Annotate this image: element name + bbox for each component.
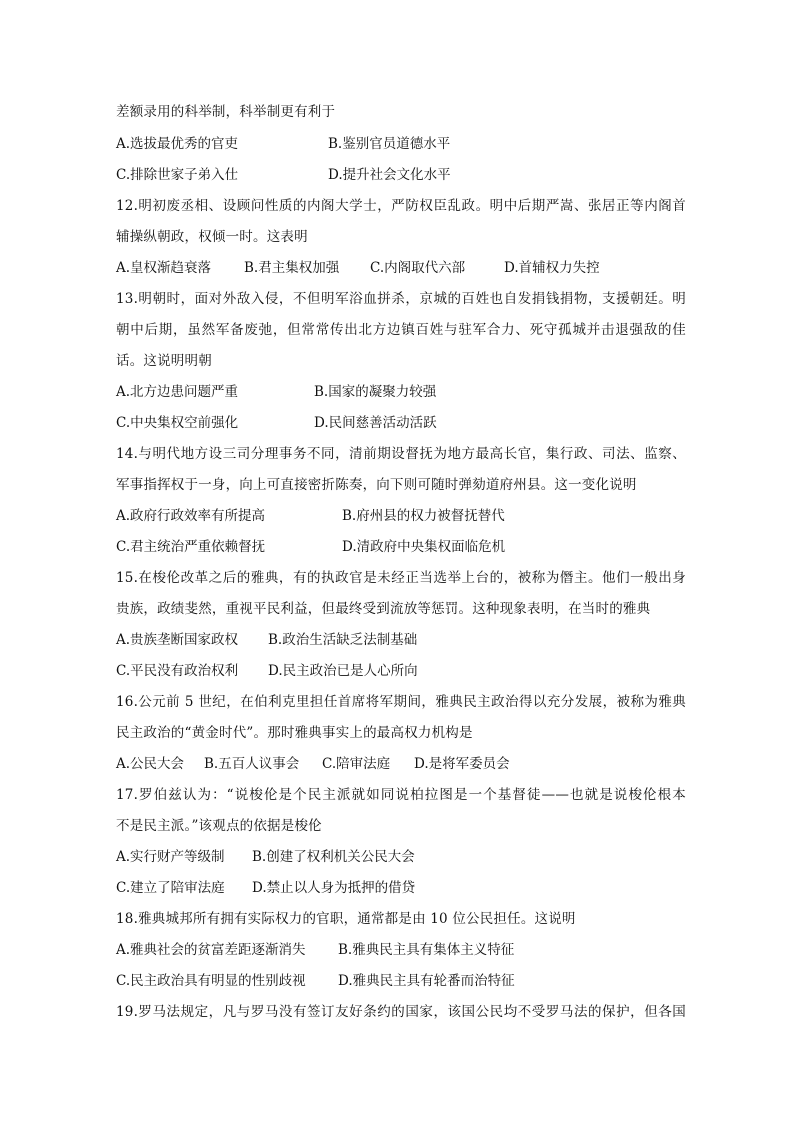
q17-option-d: D.禁止以人身为抵押的借贷	[252, 880, 416, 896]
q12-option-d: D.首辅权力失控	[504, 260, 600, 276]
q15-option-a: A.贵族垄断国家政权	[116, 632, 239, 648]
q16-option-b: B.五百人议事会	[204, 756, 300, 772]
q11-option-d: D.提升社会文化水平	[328, 167, 451, 183]
q17-option-a: A.实行财产等级制	[116, 849, 225, 865]
q17-option-c: C.建立了陪审法庭	[116, 880, 225, 896]
q15-option-d: D.民主政治已是人心所向	[268, 663, 418, 679]
q16-option-c: C.陪审法庭	[322, 756, 391, 772]
q12-option-c: C.内阁取代六部	[370, 260, 466, 276]
q12-option-a: A.皇权渐趋衰落	[116, 260, 212, 276]
q13-line-2: 朝中后期，虽然军备废弛，但常常传出北方边镇百姓与驻军合力、死守孤城并击退强敌的佳	[116, 322, 686, 338]
intro-line: 差额录用的科举制，科举制更有利于	[116, 104, 336, 120]
q19-line-1: 19.罗马法规定，凡与罗马没有签订友好条约的国家，该国公民均不受罗马法的保护，但各国	[116, 1004, 686, 1020]
q17-line-1: 17.罗伯兹认为：“说梭伦是个民主派就如同说柏拉图是一个基督徒——也就是说梭伦根本	[116, 787, 686, 803]
q11-option-b: B.鉴别官员道德水平	[328, 136, 451, 152]
q14-line-2: 军事指挥权于一身，向上可直接密折陈奏，向下则可随时弹劾道府州县。这一变化说明	[116, 477, 637, 493]
q17-line-2: 不是民主派。”该观点的依据是梭伦	[116, 818, 322, 834]
q13-option-c: C.中央集权空前强化	[116, 415, 239, 431]
q15-line-2: 贵族，政绩斐然，重视平民利益，但最终受到流放等惩罚。这种现象表明，在当时的雅典	[116, 601, 651, 617]
q14-option-d: D.清政府中央集权面临危机	[342, 539, 506, 555]
q16-option-a: A.公民大会	[116, 756, 185, 772]
q12-line-1: 12.明初废丞相、设顾问性质的内阁大学士，严防权臣乱政。明中后期严嵩、张居正等内阁首	[116, 198, 686, 214]
q12-line-2: 辅操纵朝政，权倾一时。这表明	[116, 229, 308, 245]
q13-option-b: B.国家的凝聚力较强	[314, 384, 437, 400]
q12-option-b: B.君主集权加强	[244, 260, 340, 276]
q15-line-1: 15.在梭伦改革之后的雅典，有的执政官是未经正当选举上台的，被称为僭主。他们一般出身	[116, 570, 686, 586]
q15-option-c: C.平民没有政治权利	[116, 663, 239, 679]
q13-line-1: 13.明朝时，面对外敌入侵，不但明军浴血拼杀，京城的百姓也自发捐钱捐物，支援朝廷。明	[116, 291, 686, 307]
q16-option-d: D.是将军委员会	[414, 756, 510, 772]
q14-option-b: B.府州县的权力被督抚替代	[342, 508, 505, 524]
q16-line-1: 16.公元前 5 世纪，在伯利克里担任首席将军期间，雅典民主政治得以充分发展，被称为雅典	[116, 694, 686, 710]
q13-option-a: A.北方边患问题严重	[116, 384, 239, 400]
q16-line-2: 民主政治的“黄金时代”。那时雅典事实上的最高权力机构是	[116, 725, 473, 741]
q18-option-c: C.民主政治具有明显的性别歧视	[116, 973, 306, 989]
q18-option-b: B.雅典民主具有集体主义特征	[338, 942, 515, 958]
q11-option-c: C.排除世家子弟入仕	[116, 167, 239, 183]
q14-line-1: 14.与明代地方设三司分理事务不同，清前期设督抚为地方最高长官，集行政、司法、监察、	[116, 446, 686, 462]
q14-option-a: A.政府行政效率有所提高	[116, 508, 266, 524]
q11-option-a: A.选拔最优秀的官吏	[116, 136, 239, 152]
q17-option-b: B.创建了权利机关公民大会	[252, 849, 415, 865]
q18-option-a: A.雅典社会的贫富差距逐渐消失	[116, 942, 306, 958]
q15-option-b: B.政治生活缺乏法制基础	[268, 632, 418, 648]
q13-option-d: D.民间慈善活动活跃	[314, 415, 437, 431]
q14-option-c: C.君主统治严重依赖督抚	[116, 539, 266, 555]
q18-line-1: 18.雅典城邦所有拥有实际权力的官职，通常都是由 10 位公民担任。这说明	[116, 911, 576, 927]
q13-line-3: 话。这说明明朝	[116, 353, 212, 369]
q18-option-d: D.雅典民主具有轮番而治特征	[338, 973, 515, 989]
